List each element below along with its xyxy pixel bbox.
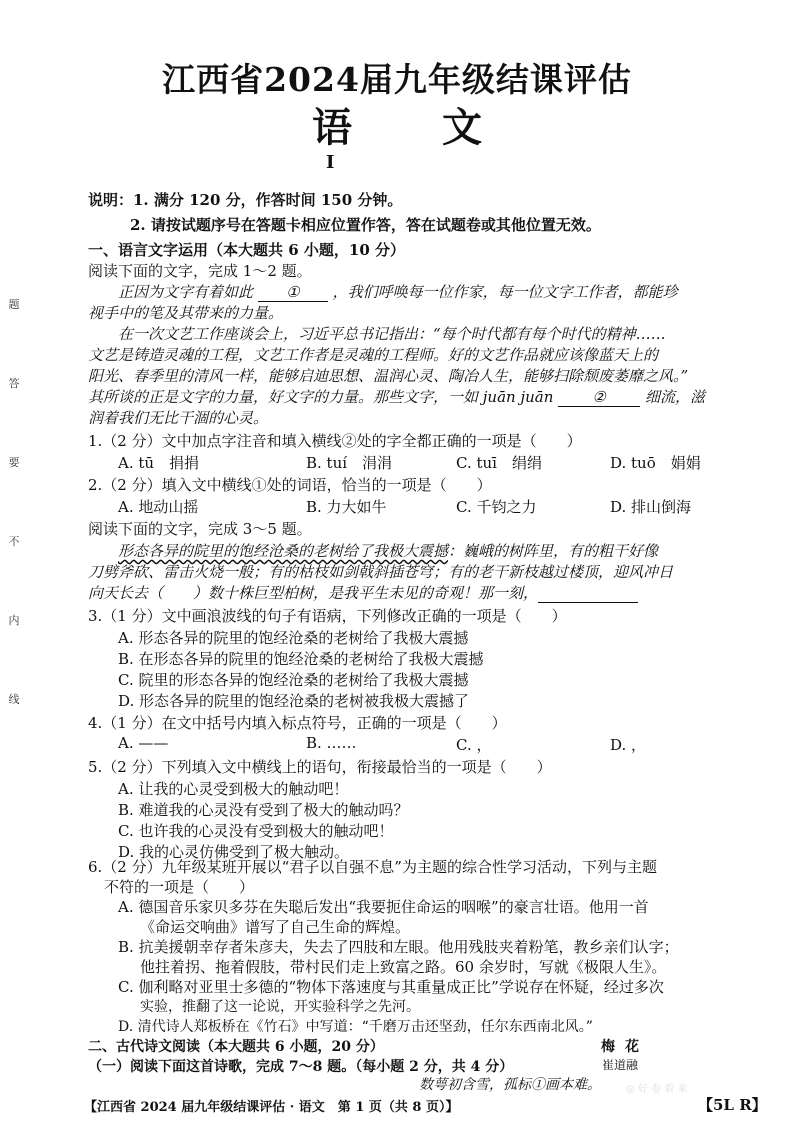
subject-title: 语文 (312, 104, 572, 151)
q6-option-b-cont: 他拄着拐、拖着假肢，带村民们走上致富之路。60 余岁时，写就《极限人生》。 (140, 958, 667, 976)
note-1: 说明：1. 满分 120 分，作答时间 150 分钟。 (88, 191, 403, 209)
side-char: 不 (8, 535, 20, 548)
passage-text: 细流，滋 (644, 388, 705, 406)
q3-option-c: C. 院里的形态各异的饱经沧桑的老树给了我极大震撼 (118, 671, 469, 689)
question-1: 1.（2 分）文中加点字注音和填入横线②处的字全都正确的一项是（ ） (88, 432, 582, 450)
q2-option-a: A. 地动山摇 (118, 498, 199, 516)
passage1-line (88, 386, 705, 407)
passage-text: 正因为文字有着如此 (118, 283, 254, 301)
q6-option-b: B. 抗美援朝幸存者朱彦夫，失去了四肢和左眼。他用残肢夹着粉笔，教乡亲们认字； (118, 938, 679, 956)
side-char: 题 (8, 298, 20, 311)
passage1-line: 在一次文艺工作座谈会上，习近平总书记指出：“每个时代都有每个时代的精神…… (118, 325, 666, 343)
passage-text: 向天长去（ ）数十株巨型柏树，是我平生未见的奇观！那一刻， (88, 584, 539, 602)
q4-option-a: A. —— (118, 734, 169, 752)
reading-instruction-2: 阅读下面的文字，完成 3～5 题。 (88, 520, 312, 538)
q3-option-d: D. 形态各异的院里的饱经沧桑的老树被我极大震撼了 (118, 692, 470, 710)
q1-option-c: C. tuī 绢绢 (456, 454, 542, 472)
passage1-line (118, 281, 678, 302)
q2-option-d: D. 排山倒海 (610, 498, 692, 516)
q2-option-b: B. 力大如牛 (306, 498, 387, 516)
q4-option-c: C. ， (456, 736, 492, 754)
q5-option-a: A. 让我的心灵受到极大的触动吧！ (118, 780, 349, 798)
question-3: 3.（1 分）文中画浪波线的句子有语病，下列修改正确的一项是（ ） (88, 607, 567, 625)
q6-option-c-cont: 实验，推翻了这一论说，开实验科学之先河。 (140, 999, 420, 1015)
q1-option-a: A. tū 捐捐 (118, 454, 200, 472)
q3-option-a: A. 形态各异的院里的饱经沧桑的老树给了我极大震撼 (118, 629, 469, 647)
page-marker: I (326, 152, 335, 173)
question-5: 5.（2 分）下列填入文中横线上的语句，衔接最恰当的一项是（ ） (88, 758, 552, 776)
passage1-line: 视手中的笔及其带来的力量。 (88, 304, 284, 322)
q6-option-d: D. 清代诗人郑板桥在《竹石》中写道：“千磨万击还坚劲，任尔东西南北风。” (118, 1019, 593, 1035)
passage-text: ，我们呼唤每一位作家，每一位文字工作者，都能珍 (332, 283, 678, 301)
section1-heading: 一、语言文字运用（本大题共 6 小题，10 分） (88, 241, 405, 259)
side-char: 线 (8, 693, 20, 706)
q6-option-c: C. 伽利略对亚里士多德的“物体下落速度与其重量成正比”学说存在怀疑，经过多次 (118, 978, 664, 996)
section2-sub: （一）阅读下面这首诗歌，完成 7～8 题。（每小题 2 分，共 4 分） (88, 1059, 514, 1075)
passage1-line: 文艺是铸造灵魂的工程，文艺工作者是灵魂的工程师。好的文艺作品就应该像蓝天上的 (88, 346, 659, 364)
q5-option-b: B. 难道我的心灵没有受到了极大的触动吗？ (118, 801, 409, 819)
q4-option-d: D. ， (610, 736, 647, 754)
question-6: 6.（2 分）九年级某班开展以“君子以自强不息”为主题的综合性学习活动，下列与主题 (88, 858, 657, 876)
exam-title: 江西省2024届九年级结课评估 (162, 60, 632, 99)
q1-option-d: D. tuō 娟娟 (610, 454, 701, 472)
passage2-line (118, 540, 658, 561)
side-char: 要 (8, 456, 20, 469)
question-2: 2.（2 分）填入文中横线①处的词语，恰当的一项是（ ） (88, 476, 492, 494)
question-4: 4.（1 分）在文中括号内填入标点符号，正确的一项是（ ） (88, 714, 507, 732)
wavy-sentence: 形态各异的院里的饱经沧桑的老树给了我极大震撼 (118, 542, 449, 560)
page-footer: 【江西省 2024 届九年级结课评估 · 语文 第 1 页（共 8 页）】 (84, 1100, 459, 1115)
blank-3 (538, 584, 638, 603)
poem-title: 梅花 (601, 1039, 649, 1055)
q5-option-d: D. 我的心灵仿佛受到了极大触动。 (118, 843, 350, 861)
poem-author: 崔道融 (601, 1058, 638, 1072)
q4-option-b: B. …… (306, 734, 357, 752)
q2-option-c: C. 千钧之力 (456, 498, 537, 516)
note-2: 2. 请按试题序号在答题卡相应位置作答，答在试题卷或其他位置无效。 (130, 216, 601, 234)
side-char: 内 (8, 614, 20, 627)
q5-option-c: C. 也许我的心灵没有受到极大的触动吧！ (118, 822, 394, 840)
binding-side-text (6, 296, 22, 770)
side-char: 答 (8, 377, 20, 390)
question-6-cont: 不符的一项是（ ） (104, 878, 255, 896)
q3-option-b: B. 在形态各异的院里的饱经沧桑的老树给了我极大震撼 (118, 650, 484, 668)
passage2-line (88, 582, 638, 603)
poem-line: 数萼初含雪，孤标①画本难。 (419, 1077, 601, 1093)
q1-option-b: B. tuí 涓涓 (306, 454, 393, 472)
blank-1: ① (258, 283, 328, 302)
q6-option-a: A. 德国音乐家贝多芬在失聪后发出“我要扼住命运的咽喉”的豪言壮语。他用一首 (118, 898, 649, 916)
passage-text: 其所谈的正是文字的力量，好文字的力量。那些文字，一如 juān juān (88, 388, 554, 406)
passage2-line: 刀劈斧砍、雷击火烧一般；有的枯枝如剑戟斜插苍穹；有的老干新枝越过楼顶，迎风冲日 (88, 563, 674, 581)
reading-instruction-1: 阅读下面的文字，完成 1～2 题。 (88, 262, 312, 280)
passage1-line: 阳光、春季里的清风一样，能够启迪思想、温润心灵、陶冶人生，能够扫除颓废萎靡之风。” (88, 367, 689, 385)
section2-heading: 二、古代诗文阅读（本大题共 6 小题，20 分） (88, 1039, 384, 1055)
blank-2: ② (558, 388, 640, 407)
footer-code: 【5L R】 (698, 1096, 767, 1114)
passage1-line: 润着我们无比干涸的心灵。 (88, 409, 269, 427)
q6-option-a-cont: 《命运交响曲》谱写了自己生命的辉煌。 (140, 918, 411, 936)
watermark: ◎ 好 卷 看 来 (626, 1084, 688, 1095)
passage-text: ：巍峨的树阵里，有的粗干好像 (448, 542, 659, 560)
